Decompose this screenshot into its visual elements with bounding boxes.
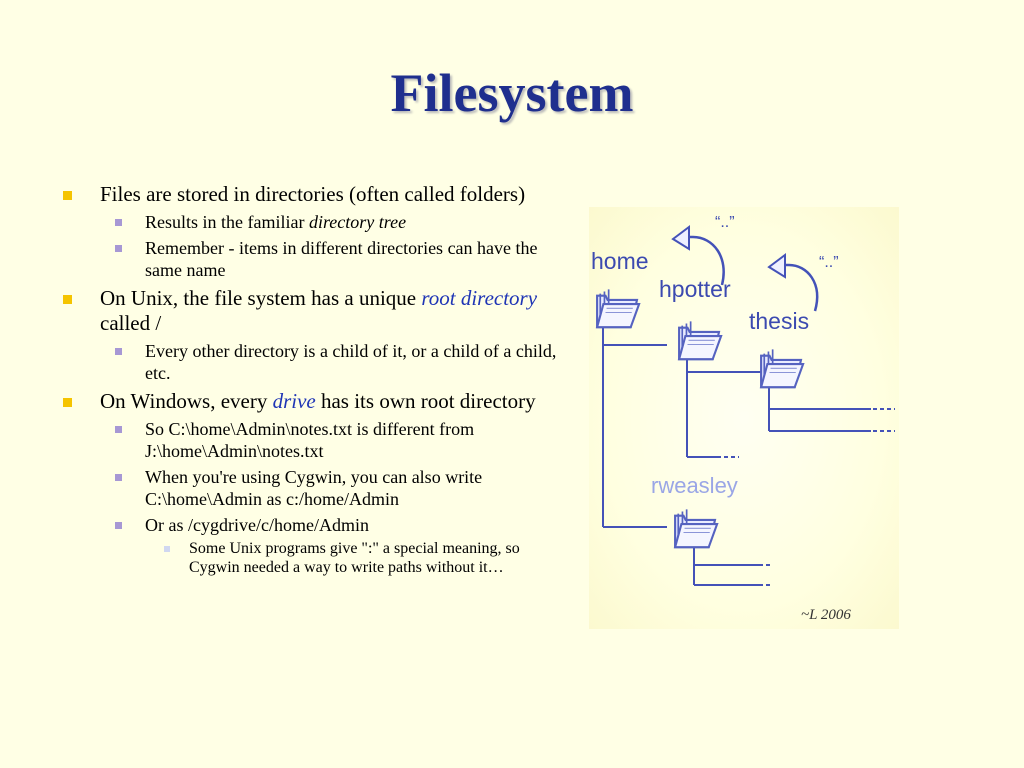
directory-tree-term: directory tree	[308, 212, 407, 232]
square-bullet-icon	[63, 398, 72, 407]
root-directory-term: root directory	[421, 286, 538, 310]
sub-bullet-directory-tree	[100, 211, 560, 233]
slide-title: Filesystem	[390, 63, 634, 123]
sub-bullet-text: Every other directory is a child of it, or a child of a child, etc.	[145, 341, 557, 383]
sub-bullet-text: So C:\home\Admin\notes.txt is different from J:\home\Admin\notes.txt	[145, 419, 475, 461]
sub-bullet-text: Or as /cygdrive/c/home/Admin	[145, 515, 369, 535]
bullet-text: called /	[100, 311, 162, 335]
square-bullet-icon	[63, 295, 72, 304]
parent-dir-label: “..”	[819, 254, 839, 271]
sub-bullet-cygwin-path	[100, 466, 560, 510]
sub-bullet-cygdrive	[100, 514, 560, 577]
sub-bullet-text: When you're using Cygwin, you can also write C:\home\Admin as c:/home/Admin	[145, 467, 483, 509]
sub-sub-bullet-text: Some Unix programs give ":" a special meaning, so Cygwin needed a way to write paths without it…	[189, 540, 520, 576]
drive-term: drive	[272, 389, 316, 413]
home-label: home	[591, 248, 649, 274]
bullet-text: On Windows, every	[100, 389, 273, 413]
bullet-windows-drive	[60, 389, 560, 577]
sub-bullet-text: Remember - items in different directories can have the same name	[145, 238, 538, 280]
bullet-directories	[60, 182, 560, 281]
bullet-text: On Unix, the file system has a unique	[100, 286, 422, 310]
square-bullet-icon	[115, 522, 122, 529]
square-bullet-icon	[164, 546, 170, 552]
sub-bullet-same-name	[100, 237, 560, 281]
bullet-list	[60, 182, 560, 582]
sub-bullet-child-directory	[100, 340, 560, 384]
square-bullet-icon	[115, 474, 122, 481]
signature: ~L 2006	[801, 607, 851, 623]
sub-bullet-text: Results in the familiar	[145, 212, 309, 232]
hpotter-label: hpotter	[659, 276, 731, 302]
square-bullet-icon	[115, 426, 122, 433]
directory-tree-illustration	[589, 207, 899, 629]
rweasley-label: rweasley	[651, 473, 738, 498]
parent-dir-label: “..”	[715, 214, 735, 231]
bullet-text: Files are stored in directories (often called folders)	[100, 182, 526, 206]
square-bullet-icon	[115, 348, 122, 355]
thesis-label: thesis	[749, 308, 810, 334]
sub-bullet-different-drives	[100, 418, 560, 462]
bullet-unix-root	[60, 286, 560, 384]
square-bullet-icon	[115, 219, 122, 226]
square-bullet-icon	[115, 245, 122, 252]
bullet-text: has its own root directory	[315, 389, 536, 413]
sub-sub-bullet-colon-meaning	[145, 539, 560, 577]
square-bullet-icon	[63, 191, 72, 200]
